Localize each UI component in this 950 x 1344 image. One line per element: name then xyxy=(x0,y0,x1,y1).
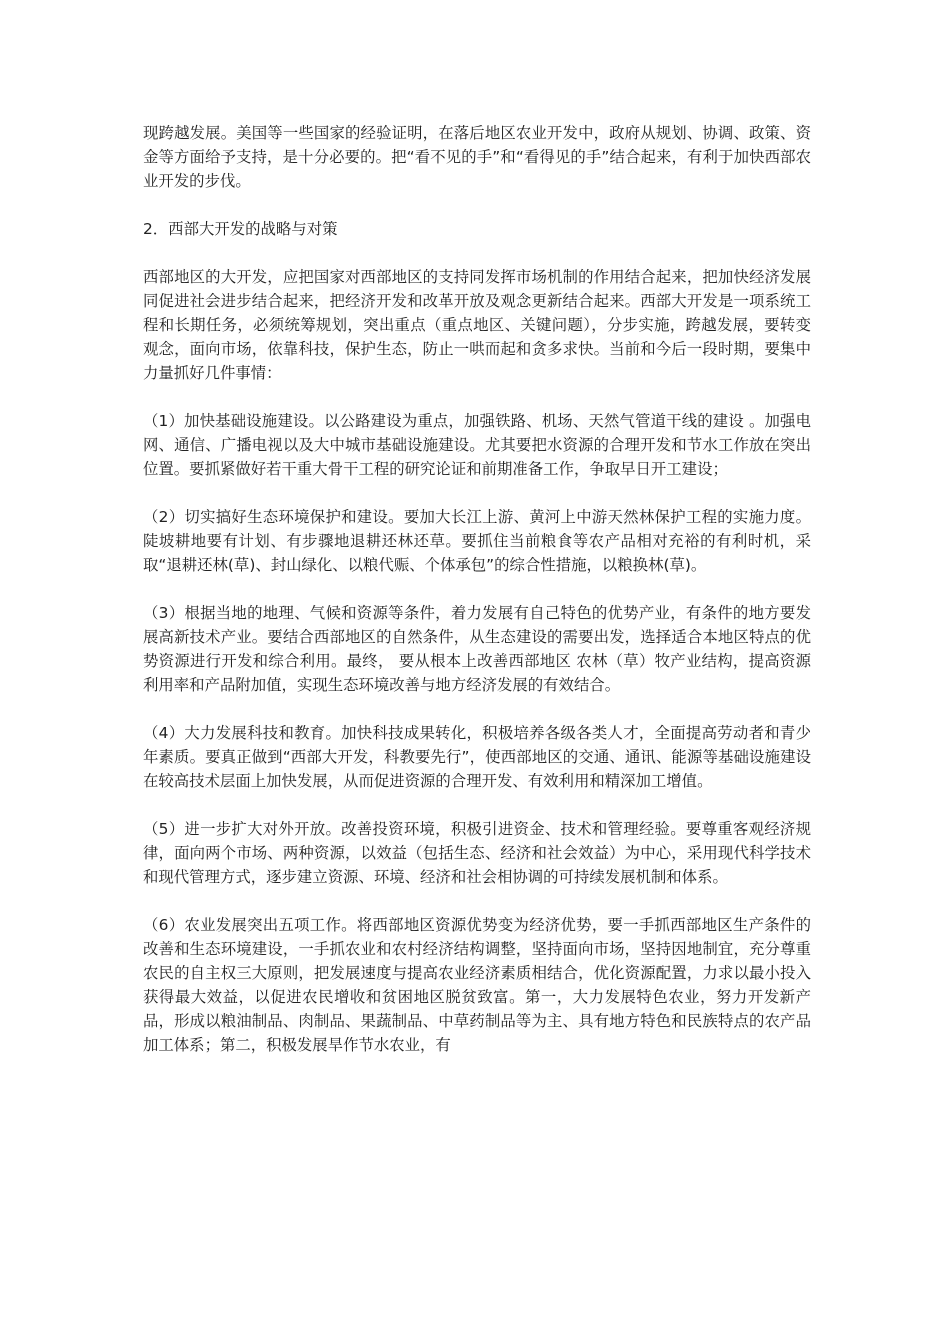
item-paragraph-2: （2）切实搞好生态环境保护和建设。要加大长江上游、黄河上中游天然林保护工程的实施力度。陡坡耕地要有计划、有步骤地退耕还林还草。要抓住当前粮食等农产品相对充裕的有利时机，采取“退耕还林(草)、封山绿化、以粮代赈、个体承包”的综合性措施，以粮换林(草)。 xyxy=(143,508,811,574)
item-paragraph-4: （4）大力发展科技和教育。加快科技成果转化，积极培养各级各类人才，全面提高劳动者和青少年素质。要真正做到“西部大开发，科教要先行”，使西部地区的交通、通讯、能源等基础设施建设在较高技术层面上加快发展，从而促进资源的合理开发、有效利用和精深加工增值。 xyxy=(143,724,811,790)
item-paragraph-1: （1）加快基础设施建设。以公路建设为重点，加强铁路、机场、天然气管道干线的建设 。加强电网、通信、广播电视以及大中城市基础设施建设。尤其要把水资源的合理开发和节水工作放在突出位置。要抓紧做好若干重大骨干工程的研究论证和前期准备工作，争取早日开工建设； xyxy=(143,412,811,478)
item-paragraph-6: （6）农业发展突出五项工作。将西部地区资源优势变为经济优势，要一手抓西部地区生产条件的改善和生态环境建设，一手抓农业和农村经济结构调整，坚持面向市场，坚持因地制宜，充分尊重农民的自主权三大原则，把发展速度与提高农业经济素质相结合，优化资源配置，力求以最小投入获得最大效益，以促进农民增收和贫困地区脱贫致富。第一，大力发展特色农业，努力开发新产品，形成以粮油制品、肉制品、果蔬制品、中草药制品等为主、具有地方特色和民族特点的农产品加工体系；第二，积极发展旱作节水农业，有 xyxy=(143,916,811,1054)
overview-paragraph: 西部地区的大开发，应把国家对西部地区的支持同发挥市场机制的作用结合起来，把加快经济发展同促进社会进步结合起来，把经济开发和改革开放及观念更新结合起来。西部大开发是一项系统工程和长期任务，必须统筹规划，突出重点（重点地区、关键问题），分步实施，跨越发展，要转变观念，面向市场，依靠科技，保护生态，防止一哄而起和贪多求快。当前和今后一段时期，要集中力量抓好几件事情： xyxy=(143,268,811,382)
item-paragraph-5: （5）进一步扩大对外开放。改善投资环境，积极引进资金、技术和管理经验。要尊重客观经济规律，面向两个市场、两种资源，以效益（包括生态、经济和社会效益）为中心，采用现代科学技术和现代管理方式，逐步建立资源、环境、经济和社会相协调的可持续发展机制和体系。 xyxy=(143,820,811,886)
item-paragraph-3: （3）根据当地的地理、气候和资源等条件，着力发展有自己特色的优势产业，有条件的地方要发展高新技术产业。要结合西部地区的自然条件，从生态建设的需要出发，选择适合本地区特点的优势资源进行开发和综合利用。最终， 要从根本上改善西部地区 农林（草）牧产业结构，提高资源利用率和产品附加值，实现生态环境改善与地方经济发展的有效结合。 xyxy=(143,604,811,694)
section-heading: 2．西部大开发的战略与对策 xyxy=(143,220,338,238)
document-body xyxy=(143,121,811,1081)
intro-paragraph: 现跨越发展。美国等一些国家的经验证明，在落后地区农业开发中，政府从规划、协调、政策、资金等方面给予支持，是十分必要的。把“看不见的手”和“看得见的手”结合起来，有利于加快西部农业开发的步伐。 xyxy=(143,124,811,190)
